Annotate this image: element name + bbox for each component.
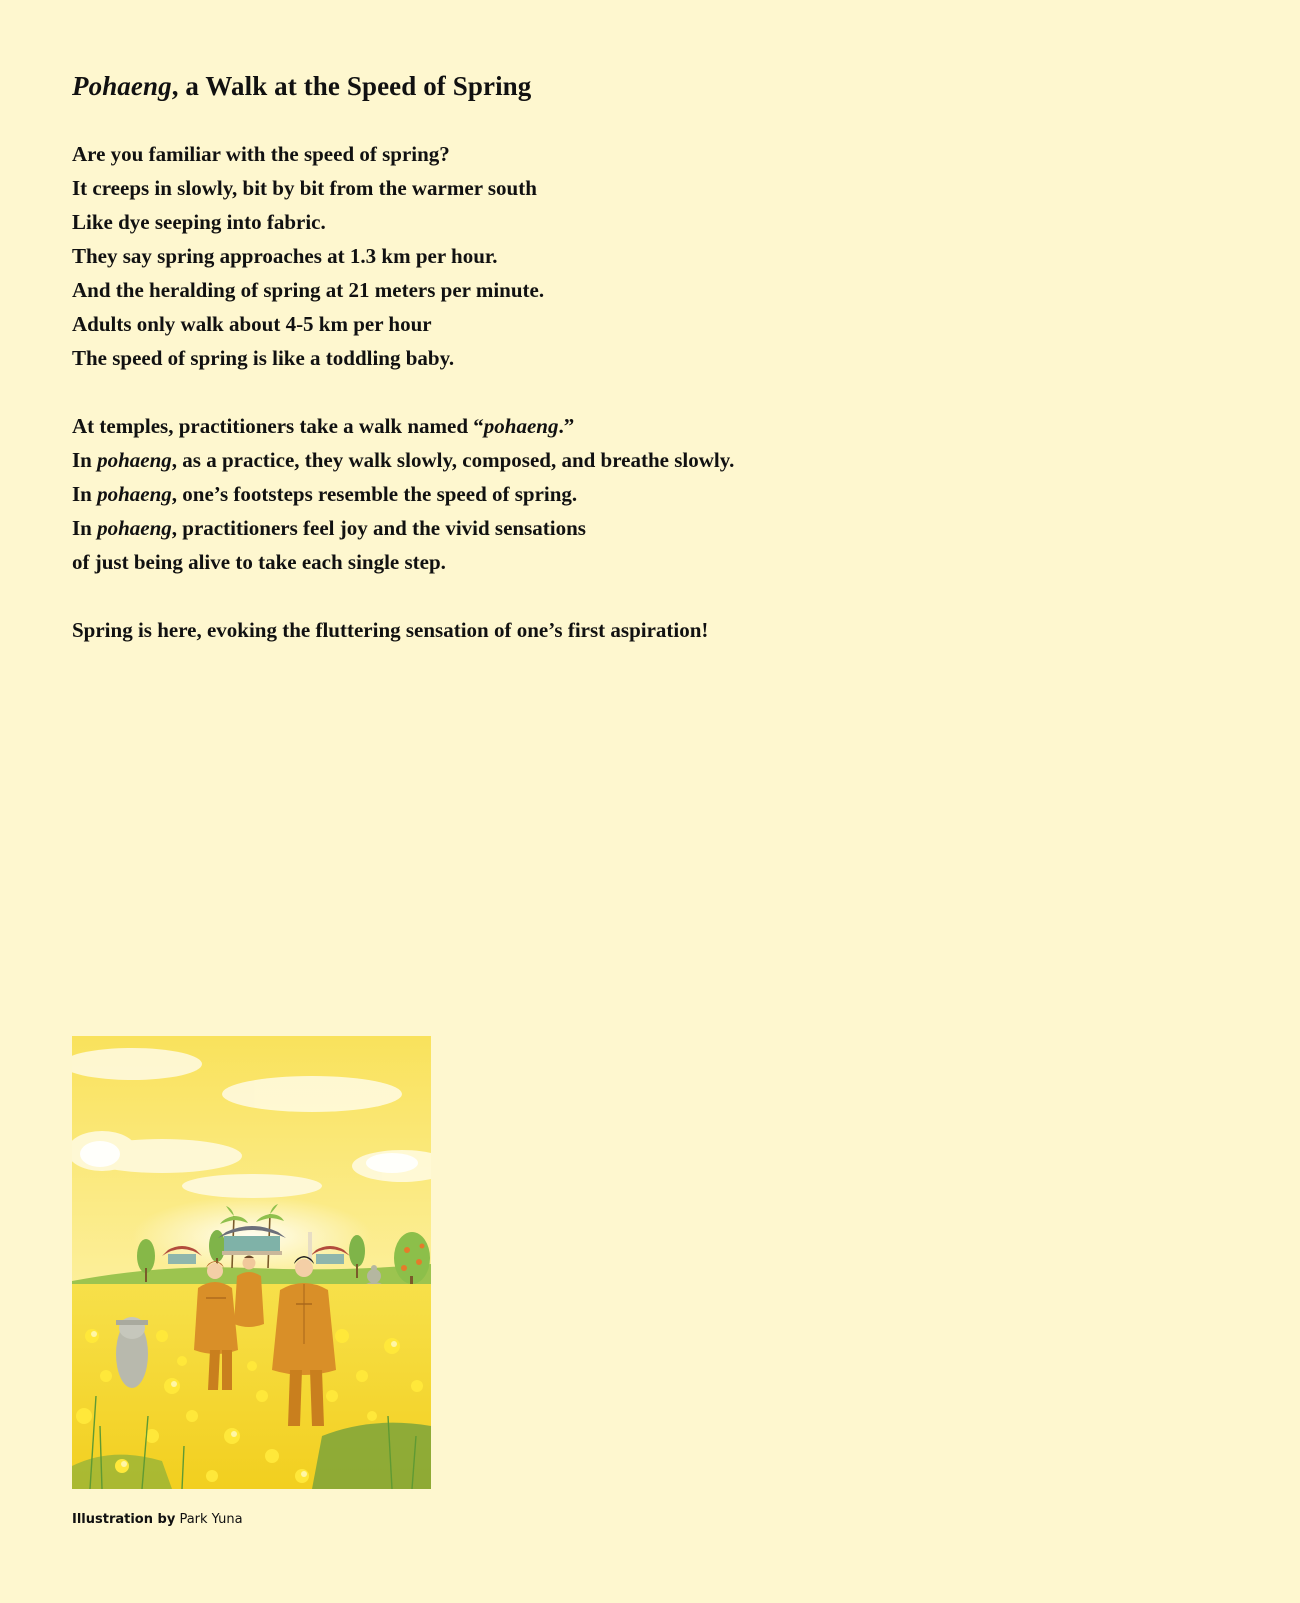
pohaeng-term: pohaeng	[97, 448, 172, 472]
line-text: In	[72, 516, 98, 540]
poem-line: Like dye seeping into fabric.	[72, 210, 326, 234]
pohaeng-term: pohaeng	[97, 516, 172, 540]
stanza-2	[72, 409, 1232, 579]
credit-name: Park Yuna	[179, 1512, 243, 1527]
pohaeng-term: pohaeng	[97, 482, 172, 506]
article	[72, 66, 1232, 647]
pohaeng-term: pohaeng	[483, 414, 559, 438]
poem-line: Are you familiar with the speed of spring?	[72, 142, 450, 166]
article-title	[72, 66, 1232, 106]
illustration-credit	[72, 1511, 243, 1529]
title-rest: , a Walk at the Speed of Spring	[171, 71, 532, 101]
poem-line	[72, 477, 1232, 511]
spring-field-illustration	[72, 1036, 431, 1489]
stanza-1	[72, 137, 1232, 375]
poem-line	[72, 443, 1232, 477]
line-text: , one’s footsteps resemble the speed of spring.	[171, 482, 578, 506]
poem-line: The speed of spring is like a toddling baby.	[72, 346, 455, 370]
poem-line	[72, 409, 1232, 443]
poem-line: They say spring approaches at 1.3 km per hour.	[72, 244, 498, 268]
credit-label: Illustration by	[72, 1512, 176, 1527]
poem-line	[72, 511, 1232, 545]
line-text: , practitioners feel joy and the vivid sensations	[171, 516, 586, 540]
poem-line: Spring is here, evoking the fluttering sensation of one’s first aspiration!	[72, 618, 709, 642]
stanza-3	[72, 613, 1232, 647]
poem-line: And the heralding of spring at 21 meters per minute.	[72, 278, 545, 302]
line-text: .”	[558, 414, 575, 438]
stone-statue	[116, 1317, 148, 1388]
line-text: , as a practice, they walk slowly, composed, and breathe slowly.	[171, 448, 735, 472]
title-italic-word: Pohaeng	[72, 71, 172, 101]
poem-line: Adults only walk about 4-5 km per hour	[72, 312, 432, 336]
poem-line: It creeps in slowly, bit by bit from the warmer south	[72, 176, 537, 200]
line-text: In	[72, 448, 98, 472]
poem-line: of just being alive to take each single step.	[72, 550, 446, 574]
line-text: In	[72, 482, 98, 506]
line-text: At temples, practitioners take a walk named “	[72, 414, 484, 438]
